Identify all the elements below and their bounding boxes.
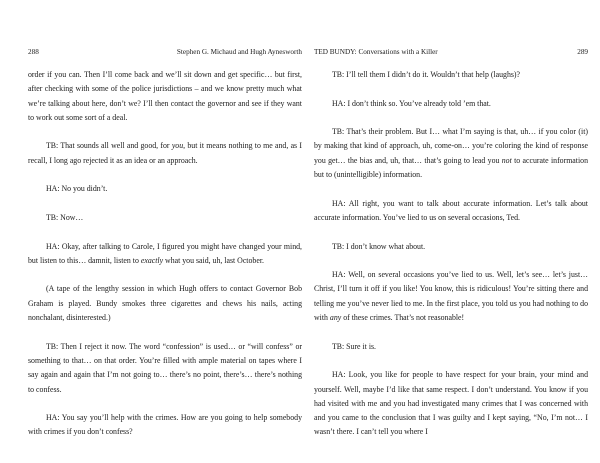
emphasis: exactly — [140, 255, 164, 265]
paragraph: TB: I’ll tell them I didn’t do it. Wouldn’t that help (laughs)? — [332, 70, 521, 79]
left-page — [28, 0, 302, 463]
paragraph: TB: I don’t know what about. — [332, 241, 426, 251]
emphasis: not — [501, 155, 512, 165]
text-run: , but it means nothing to me and, as I recall, I long ago rejected it as an idea or an approach. — [28, 141, 302, 165]
paragraph — [314, 125, 588, 182]
text-run: of these crimes. That’s not reasonable! — [341, 313, 465, 323]
paragraph: HA: I don’t think so. You’ve already told ’em that. — [332, 98, 491, 108]
page-number: 289 — [577, 48, 588, 56]
paragraph: HA: You say you’ll help with the crimes. How are you going to help somebody with crimes if you don’t confess? — [28, 413, 302, 437]
paragraph — [314, 268, 588, 325]
right-page-body — [314, 68, 588, 454]
emphasis: you — [171, 141, 184, 151]
paragraph — [28, 240, 302, 269]
page-number: 288 — [28, 48, 39, 56]
paragraph: TB: Then I reject it now. The word “confession” is used… or “will confess” or something to that… on that order. You’re filled with ample material on tapes where I say again and again that I’m not going to… there’s no point, there’s… there’s nothing to confess. — [28, 341, 302, 394]
paragraph: order if you can. Then I’ll come back and we’ll sit down and get specific… but first, after checking with some of the police jurisdictions – and we know pretty much what we’re talking about here, don’t we? I’ll then contact the governor and see if they want to work out some sort of a deal. — [28, 70, 302, 122]
paragraph: HA: All right, you want to talk about accurate information. Let’s talk about accurate information. You’ve lied to us on several occasions, Ted. — [314, 198, 588, 222]
paragraph: (A tape of the lengthy session in which Hugh offers to contact Governor Bob Graham is played. Bundy smokes three cigarettes and chews his nails, acting nonchalant, disinterested.) — [28, 284, 302, 323]
paragraph: TB: Sure it is. — [332, 341, 377, 351]
right-page-header — [314, 47, 588, 57]
running-head: TED BUNDY: Conversations with a Killer — [314, 48, 438, 56]
running-head: Stephen G. Michaud and Hugh Aynesworth — [176, 48, 302, 56]
left-page-header — [28, 47, 302, 57]
text-run: to accurate information but to (unintelligible) information. — [314, 155, 588, 180]
text-run: HA: Okay, after talking to Carole, I figured you might have changed your mind, but listen to this… damnit, listen to — [28, 241, 302, 265]
text-run: TB: That’s their problem. But I… what I’m saying is that, uh… if you color (it) by making that kind of approach, uh, come-on… you’re coloring the kind of response you get… the bias and, uh, that… that’s going to lead you — [314, 127, 588, 165]
emphasis: any — [329, 313, 342, 323]
paragraph: TB: Now… — [46, 212, 84, 222]
paragraph — [28, 139, 302, 168]
paragraph: HA: No you didn’t. — [46, 184, 108, 194]
text-run: what you said, uh, last October. — [163, 255, 264, 265]
text-run: HA: Well, on several occasions you’ve lied to us. Well, let’s see… let’s just… Christ, I’ll turn it off if you like! You know, this is ridiculous! You’re sitting there and telling me you’ve never lied to me. In the first place, you told us you had nothing to do with — [314, 270, 588, 323]
left-page-body — [28, 68, 302, 454]
text-run: TB: That sounds all well and good, for — [46, 141, 172, 151]
right-page — [314, 0, 588, 463]
paragraph: HA: Look, you like for people to have respect for your brain, your mind and yourself. Well, maybe I’d like that same respect. I don’t understand. You know if you had visited with me and you had investigated many crimes that I was concerned with and you came to the conclusion that I was guilty and I kept saying, “No, I’m not… I wasn’t there. I can’t tell you where I — [314, 370, 588, 437]
